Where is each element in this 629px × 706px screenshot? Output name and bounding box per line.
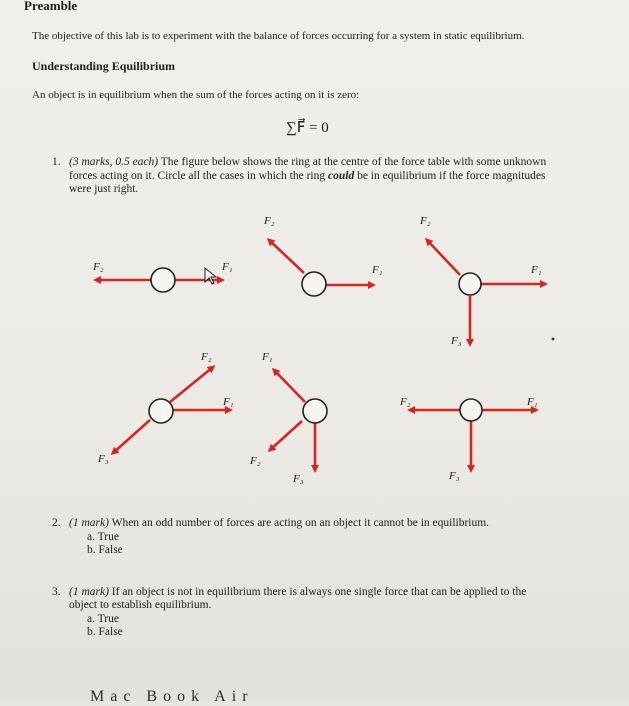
q1-text-1: The figure below shows the ring at the centre of the force table with some unknown bbox=[160, 156, 547, 168]
case6-f2-label: F₂ bbox=[400, 396, 411, 408]
case4-f2-arrow bbox=[170, 367, 213, 402]
case3-f2-label: F₂ bbox=[420, 215, 431, 227]
q1-could: could bbox=[328, 170, 355, 182]
case2-f1-label: F₁ bbox=[372, 264, 383, 276]
cursor-icon bbox=[205, 268, 216, 284]
footer-fragment: Mac Book Air bbox=[90, 688, 254, 705]
ring-2 bbox=[302, 272, 326, 296]
q3-line1 bbox=[69, 586, 526, 599]
q2-line bbox=[69, 517, 489, 530]
ring-6 bbox=[460, 399, 482, 421]
q3-line2: object to establish equilibrium. bbox=[69, 599, 212, 611]
q2-marks: (1 mark) bbox=[69, 517, 109, 529]
q2-option-a[interactable]: a. True bbox=[87, 531, 119, 543]
case5-f1-arrow bbox=[274, 370, 305, 402]
case-3-diagram[interactable] bbox=[427, 240, 545, 344]
case5-f2-arrow bbox=[270, 421, 302, 450]
case4-f3-label: F₃ bbox=[98, 453, 109, 465]
q3-marks: (1 mark) bbox=[69, 586, 109, 598]
case1-f1-label: F₁ bbox=[222, 261, 233, 273]
case3-f1-label: F₁ bbox=[531, 264, 542, 276]
q1-number: 1. bbox=[52, 156, 61, 168]
case4-f2-label: F₂ bbox=[201, 351, 212, 363]
ring-5 bbox=[303, 399, 327, 423]
q2-option-b[interactable]: b. False bbox=[87, 544, 123, 556]
case4-f3-arrow bbox=[113, 420, 150, 453]
q2-number: 2. bbox=[52, 517, 61, 529]
section-heading: Understanding Equilibrium bbox=[32, 59, 176, 73]
speck bbox=[552, 338, 555, 341]
q3-text-1: If an object is not in equilibrium there is always one single force that can be applied to the bbox=[111, 586, 527, 598]
case2-f2-arrow bbox=[269, 240, 304, 273]
q3-option-a[interactable]: a. True bbox=[87, 613, 119, 625]
ring-3 bbox=[459, 273, 481, 295]
q1-line3: were just right. bbox=[69, 183, 139, 195]
q1-text-2a: forces acting on it. Circle all the cases in which the ring bbox=[69, 170, 326, 182]
case5-f1-label: F₁ bbox=[262, 351, 273, 363]
definition-text: An object is in equilibrium when the sum of the forces acting on it is zero: bbox=[32, 89, 360, 101]
case6-f3-label: F₃ bbox=[449, 470, 460, 482]
case3-f2-arrow bbox=[427, 240, 460, 275]
objective-text: The objective of this lab is to experiment with the balance of forces occurring for a system in static equilibrium. bbox=[32, 30, 525, 42]
case6-f1-label: F₁ bbox=[527, 396, 538, 408]
q3-number: 3. bbox=[52, 586, 61, 598]
q1-marks: (3 marks, 0.5 each) bbox=[69, 156, 159, 168]
q1-text-2b: be in equilibrium if the force magnitudes bbox=[357, 170, 546, 182]
case4-f1-label: F₁ bbox=[223, 396, 234, 408]
preamble-heading: Preamble bbox=[24, 0, 78, 13]
ring-4 bbox=[149, 399, 173, 423]
case3-f3-label: F₃ bbox=[451, 335, 462, 347]
ring-1 bbox=[151, 268, 175, 292]
q2-text: When an odd number of forces are acting on an object it cannot be in equilibrium. bbox=[111, 517, 490, 529]
q3-option-b[interactable]: b. False bbox=[87, 626, 123, 638]
case2-f2-label: F₂ bbox=[264, 215, 275, 227]
case5-f3-label: F₃ bbox=[293, 473, 304, 485]
case1-f2-label: F₂ bbox=[93, 261, 104, 273]
equilibrium-equation: ∑F⃗ = 0 bbox=[286, 120, 329, 136]
case5-f2-label: F₂ bbox=[250, 455, 261, 467]
